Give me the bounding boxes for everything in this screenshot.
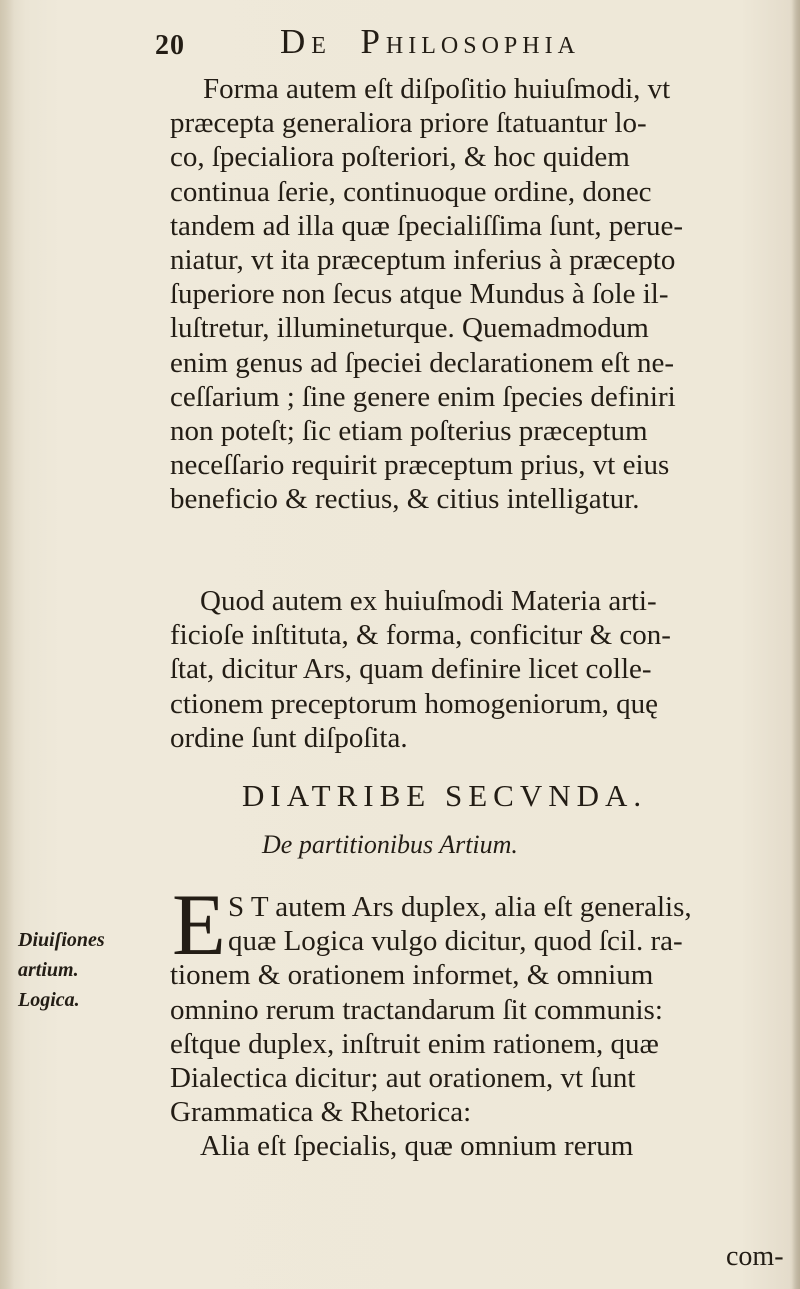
catchword: com-: [726, 1241, 784, 1272]
text-line: S T autem Ars duplex, alia eſt generalis,: [228, 891, 692, 923]
text-line: Alia eſt ſpecialis, quæ omnium rerum: [200, 1130, 634, 1163]
running-header: [155, 22, 715, 66]
margin-note-line: Diuiſiones: [18, 929, 105, 951]
text-line: ficioſe inſtituta, & forma, conficitur & con-: [170, 619, 671, 652]
text-line: luſtretur, illumineturque. Quemadmodum: [170, 312, 649, 345]
text-line: Dialectica dicitur; aut orationem, vt ſunt: [170, 1061, 636, 1094]
text-line: Forma autem eſt diſpoſitio huiuſmodi, vt: [203, 73, 671, 105]
drop-cap: E: [172, 877, 226, 974]
text-line: enim genus ad ſpeciei declarationem eſt ne-: [170, 346, 675, 379]
text-line: niatur, vt ita præceptum inferius à præcepto: [170, 243, 676, 276]
text-line: neceſſario requirit præceptum prius, vt eius: [170, 449, 670, 482]
text-line: ctionem preceptorum homogeniorum, quę: [170, 687, 659, 720]
text-line: tionem & orationem informet, & omnium: [170, 959, 654, 992]
text-line: ordine ſunt diſpoſita.: [170, 721, 408, 754]
title-initial-1: D: [280, 22, 312, 61]
paragraph-ars: [170, 584, 795, 755]
title-small-caps-1: E: [311, 33, 331, 59]
text-line: ceſſarium ; ſine genere enim ſpecies definiri: [170, 380, 676, 413]
margin-note-line: Logica.: [18, 989, 80, 1011]
text-line: Grammatica & Rhetorica:: [170, 1096, 472, 1129]
margin-note: [18, 925, 158, 1015]
text-line: ſtat, dicitur Ars, quam definire licet colle-: [170, 653, 652, 686]
text-line: ſuperiore non ſecus atque Mundus à ſole il-: [170, 278, 669, 311]
page-number: 20: [155, 30, 185, 61]
text-line: non poteſt; ſic etiam poſterius præceptum: [170, 414, 648, 447]
title-small-caps-2: HILOSOPHIA: [385, 33, 580, 59]
paragraph-forma: [170, 72, 795, 516]
text-line: præcepta generaliora priore ſtatuantur lo-: [170, 107, 647, 140]
section-text: [170, 877, 795, 1164]
section-subheading: De partitionibus Artium.: [262, 830, 518, 859]
title-initial-2: P: [360, 22, 386, 61]
text-line: eſtque duplex, inſtruit enim rationem, quæ: [170, 1027, 659, 1060]
text-line: Quod autem ex huiuſmodi Materia arti-: [200, 585, 657, 617]
text-line: co, ſpecialiora poſteriori, & hoc quidem: [170, 141, 630, 174]
text-line: beneficio & rectius, & citius intelligatur.: [170, 483, 640, 516]
text-line: omnino rerum tractandarum ſit communis:: [170, 993, 663, 1026]
text-line: continua ſerie, continuoque ordine, donec: [170, 175, 652, 208]
text-line: tandem ad illa quæ ſpecialiſſima ſunt, perue-: [170, 209, 683, 242]
text-line: quæ Logica vulgo dicitur, quod ſcil. ra-: [228, 925, 683, 958]
running-title: [280, 22, 580, 62]
page-gutter-shadow: [0, 0, 14, 1289]
section-heading: DIATRIBE SECVNDA.: [242, 778, 648, 813]
margin-note-line: artium.: [18, 959, 79, 981]
